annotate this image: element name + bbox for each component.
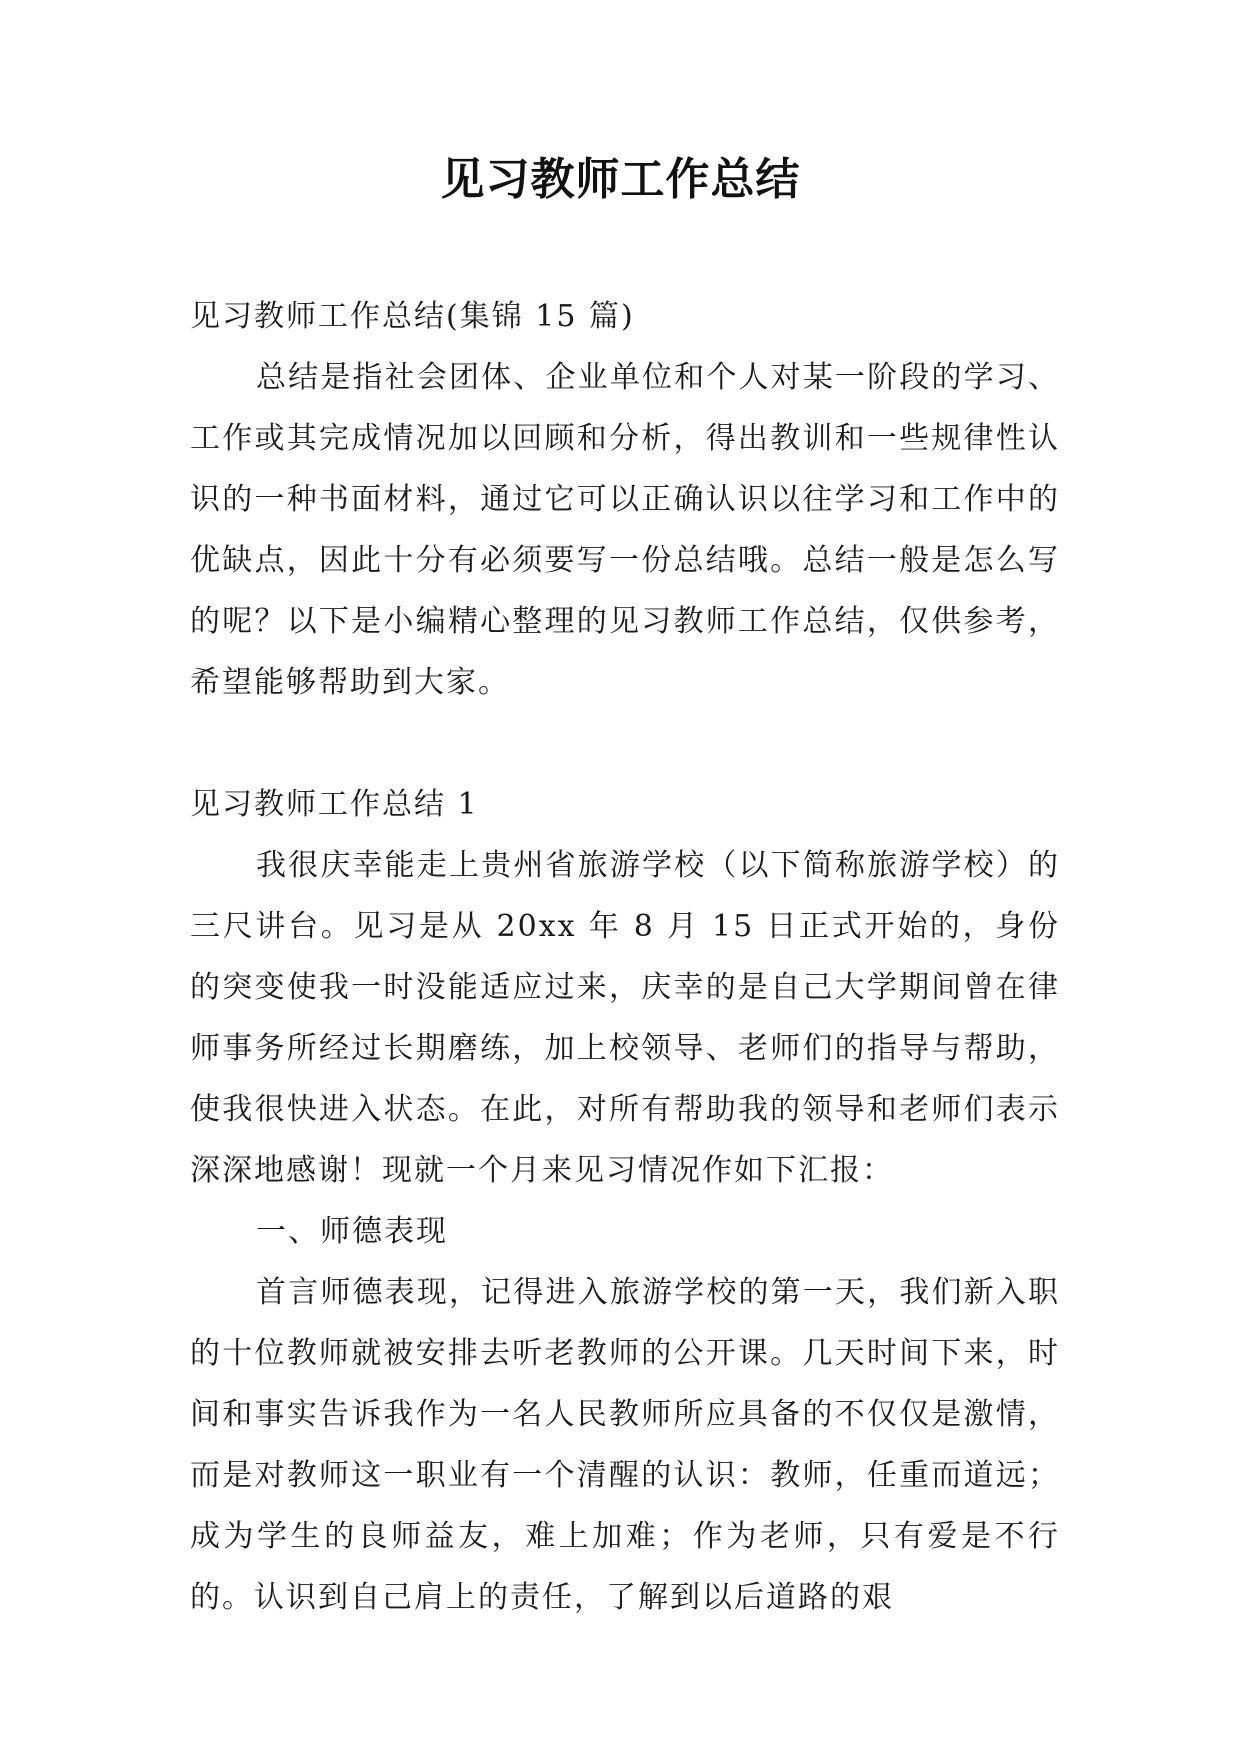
document-body	[190, 286, 1060, 1628]
section-paragraph-1: 我很庆幸能走上贵州省旅游学校（以下简称旅游学校）的三尺讲台。见习是从 20xx 年 8 月 15 日正式开始的，身份的突变使我一时没能适应过来，庆幸的是自己大学期间曾在律师事务所经过长期磨练，加上校领导、老师们的指导与帮助，使我很快进入状态。在此，对所有帮助我的领导和老师们表示深深地感谢！现就一个月来见习情况作如下汇报：	[190, 848, 1060, 1188]
intro-paragraph: 总结是指社会团体、企业单位和个人对某一阶段的学习、工作或其完成情况加以回顾和分析，得出教训和一些规律性认识的一种书面材料，通过它可以正确认识以往学习和工作中的优缺点，因此十分有必须要写一份总结哦。总结一般是怎么写的呢？以下是小编精心整理的见习教师工作总结，仅供参考，希望能够帮助到大家。	[190, 360, 1060, 700]
document-title: 见习教师工作总结	[440, 154, 801, 205]
section-paragraph-2: 首言师德表现，记得进入旅游学校的第一天，我们新入职的十位教师就被安排去听老教师的公开课。几天时间下来，时间和事实告诉我作为一名人民教师所应具备的不仅仅是激情，而是对教师这一职业有一个清醒的认识：教师，任重而道远；成为学生的良师益友，难上加难；作为老师，只有爱是不行的。认识到自己肩上的责任，了解到以后道路的艰	[190, 1275, 1060, 1615]
section-heading: 见习教师工作总结 1	[190, 787, 479, 822]
document-subtitle: 见习教师工作总结(集锦 15 篇)	[190, 299, 635, 334]
section-subheading: 一、师德表现	[256, 1214, 448, 1249]
